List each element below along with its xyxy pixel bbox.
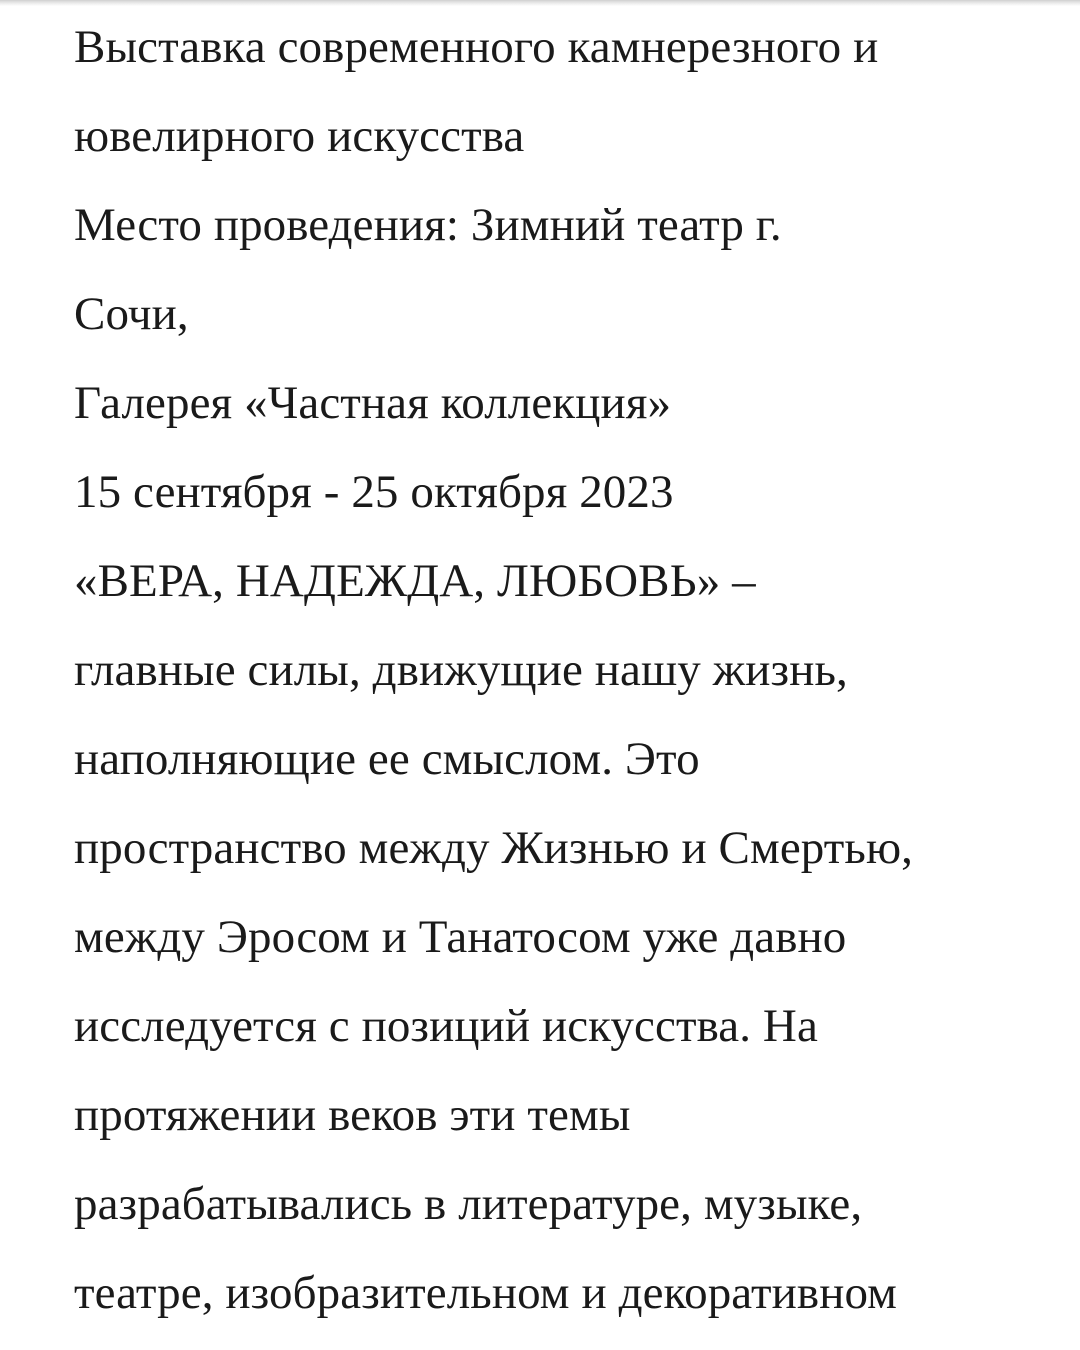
exhibition-title-line-2: ювелирного искусства (74, 110, 525, 162)
paragraph-line-6: исследуется с позиций искусства. На (74, 1000, 818, 1052)
paragraph-line-2: главные силы, движущие нашу жизнь, (74, 644, 848, 696)
venue-line-1: Место проведения: Зимний театр г. (74, 199, 782, 251)
paragraph-line-5: между Эросом и Танатосом уже давно (74, 911, 847, 963)
paragraph-line-7: протяжении веков эти темы (74, 1089, 631, 1141)
gallery-line: Галерея «Частная коллекция» (74, 377, 672, 429)
dates-line: 15 сентября - 25 октября 2023 (74, 466, 674, 518)
exhibition-title-line-1: Выставка современного камнерезного и (74, 21, 879, 73)
paragraph-line-4: пространство между Жизнью и Смертью, (74, 822, 914, 874)
paragraph-line-3: наполняющие ее смыслом. Это (74, 733, 700, 785)
paragraph-line-8: разрабатывались в литературе, музыке, (74, 1178, 863, 1230)
paragraph-line-1: «ВЕРА, НАДЕЖДА, ЛЮБОВЬ» – (74, 555, 756, 607)
venue-line-2: Сочи, (74, 288, 189, 340)
paragraph-line-9: театре, изобразительном и декоративном (74, 1267, 898, 1319)
